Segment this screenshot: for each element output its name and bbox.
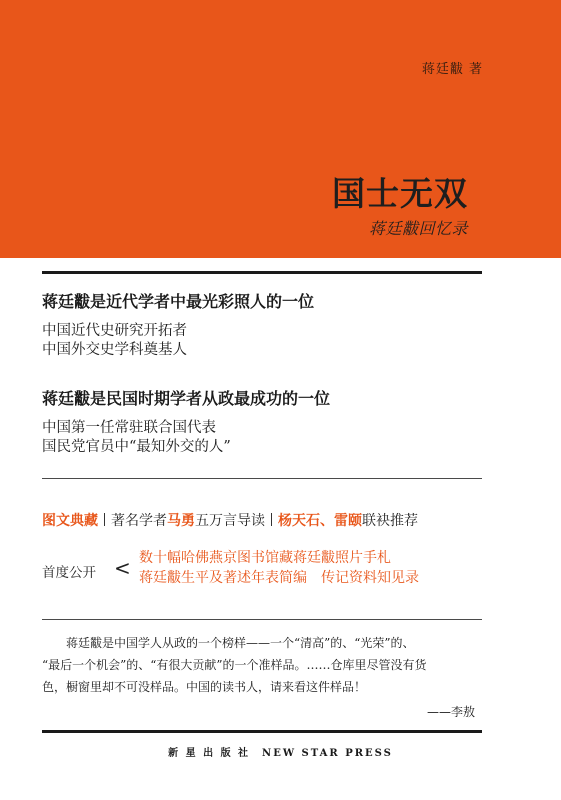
section-1-line-2: 中国外交史学科奠基人	[42, 342, 187, 358]
first-public-bracket: <	[114, 556, 131, 580]
section-2-headline: 蒋廷黻是民国时期学者从政最成功的一位	[42, 389, 331, 408]
promo-scholar-name: 马勇	[167, 513, 195, 529]
bottom-rule	[42, 730, 482, 733]
first-public-item-2: 蒋廷黻生平及著述年表简编 传记资料知见录	[139, 570, 419, 586]
quote-line-1: 蒋廷黻是中国学人从政的一个榜样——一个“清高”的、“光荣”的、	[66, 636, 415, 650]
promo-divider	[104, 513, 105, 526]
promo-recommenders: 杨天石、雷颐	[278, 513, 362, 529]
first-public-item-1: 数十幅哈佛燕京图书馆藏蒋廷黻照片手札	[139, 550, 391, 566]
section-2-line-1: 中国第一任常驻联合国代表	[42, 420, 216, 436]
section-1	[42, 292, 482, 360]
quote-top-rule	[42, 619, 482, 620]
section-2	[42, 389, 482, 457]
promo-scholar-prefix: 著名学者	[111, 513, 167, 529]
section-2-line-2: 国民党官员中“最知外交的人”	[42, 439, 231, 455]
section-1-line-1: 中国近代史研究开拓者	[42, 323, 187, 339]
middle-rule	[42, 478, 482, 479]
promo-scholar-suffix: 五万言导读	[195, 513, 265, 529]
book-title: 国士无双	[332, 174, 468, 213]
promo-recommend-text: 联袂推荐	[362, 513, 418, 529]
quote-line-3: 色，橱窗里却不可没样品。中国的读书人，请来看这件样品！	[42, 680, 367, 694]
cover-color-band	[0, 0, 561, 258]
promo-tag: 图文典藏	[42, 513, 98, 529]
promo-line	[42, 510, 418, 530]
section-1-headline: 蒋廷黻是近代学者中最光彩照人的一位	[42, 292, 315, 311]
quote-block	[42, 632, 482, 698]
book-subtitle: 蒋廷黻回忆录	[368, 219, 468, 238]
author-credit: 蒋廷黻 著	[421, 62, 483, 77]
promo-divider	[271, 513, 272, 526]
quote-line-2: “最后一个机会”的、“有很大贡献”的一个准样品。……仓库里尽管没有货	[42, 658, 427, 672]
first-public-label: 首度公开	[42, 565, 96, 581]
publisher-name: 新 星 出 版 社 NEW STAR PRESS	[168, 748, 393, 759]
quote-signature: ——李敖	[426, 705, 475, 719]
first-public-list	[139, 548, 419, 588]
top-rule	[42, 271, 482, 274]
